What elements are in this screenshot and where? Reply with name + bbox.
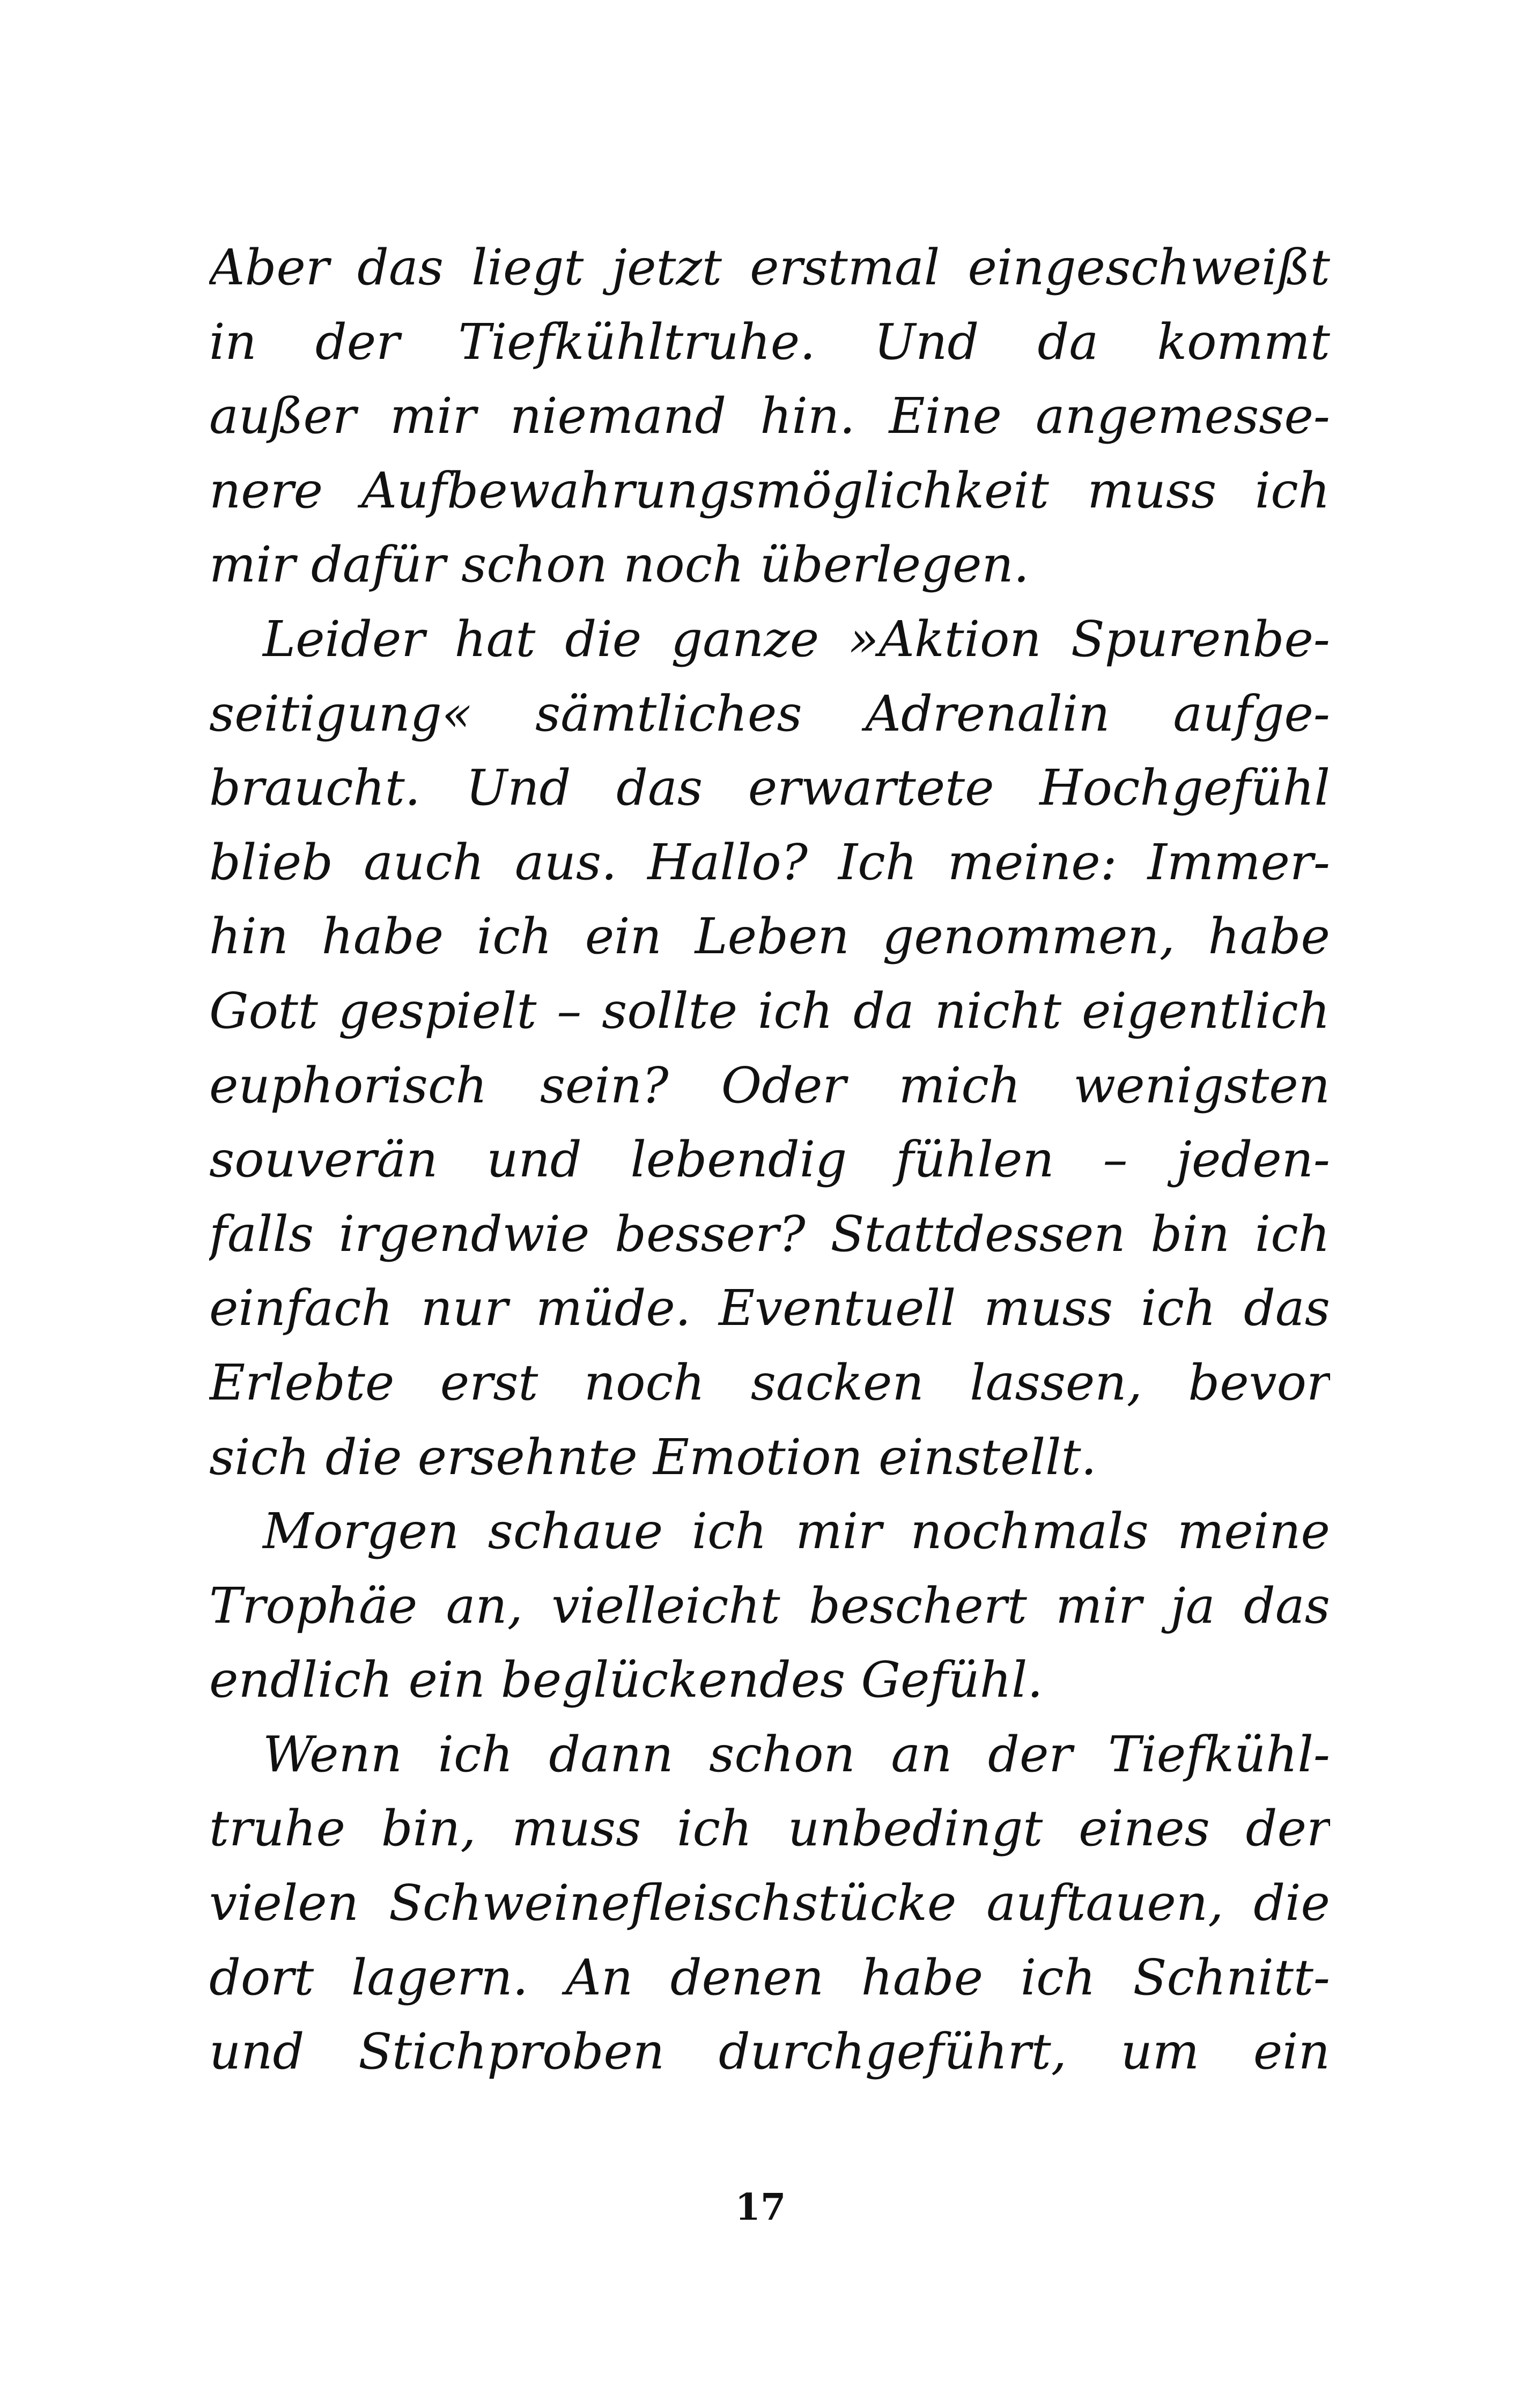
text-line: dort lagern. An denen habe ich Schnitt- <box>209 1948 1330 2006</box>
text-line: Morgen schaue ich mir nochmals meine <box>263 1503 1330 1560</box>
text-line: vielen Schweinefleischstücke auftauen, die <box>209 1874 1330 1932</box>
text-line: truhe bin, muss ich unbedingt eines der <box>209 1800 1330 1858</box>
text-line: Trophäe an, vielleicht beschert mir ja das <box>209 1577 1330 1634</box>
text-line: Leider hat die ganze »Aktion Spurenbe- <box>263 610 1330 668</box>
text-line: blieb auch aus. Hallo? Ich meine: Immer- <box>209 833 1330 891</box>
text-line: außer mir niemand hin. Eine angemesse- <box>209 387 1330 445</box>
text-line: seitigung« sämtliches Adrenalin aufge- <box>209 684 1330 742</box>
text-line: falls irgendwie besser? Stattdessen bin ich <box>209 1205 1330 1263</box>
text-line: braucht. Und das erwartete Hochgefühl <box>209 759 1330 817</box>
text-line: einfach nur müde. Eventuell muss ich das <box>209 1279 1330 1337</box>
handwritten-text-block <box>209 231 1330 2089</box>
text-line: endlich ein beglückendes Gefühl. <box>209 1651 1043 1709</box>
text-line: Erlebte erst noch sacken lassen, bevor <box>209 1353 1330 1411</box>
text-line: mir dafür schon noch überlegen. <box>209 536 1029 594</box>
text-line: in der Tiefkühltruhe. Und da kommt <box>209 313 1330 371</box>
page-number: 17 <box>735 2186 786 2229</box>
text-line: Wenn ich dann schon an der Tiefkühl- <box>263 1725 1330 1783</box>
text-line: nere Aufbewahrungsmöglichkeit muss ich <box>209 461 1330 519</box>
text-line: souverän und lebendig fühlen – jeden- <box>209 1131 1330 1189</box>
text-line: hin habe ich ein Leben genommen, habe <box>209 908 1330 966</box>
text-line: sich die ersehnte Emotion einstellt. <box>209 1428 1097 1486</box>
text-line: Gott gespielt – sollte ich da nicht eigentlich <box>209 982 1330 1040</box>
text-line: Aber das liegt jetzt erstmal eingeschweißt <box>209 239 1330 296</box>
text-line: euphorisch sein? Oder mich wenigsten <box>209 1056 1330 1114</box>
text-line: und Stichproben durchgeführt, um ein <box>209 2023 1330 2081</box>
